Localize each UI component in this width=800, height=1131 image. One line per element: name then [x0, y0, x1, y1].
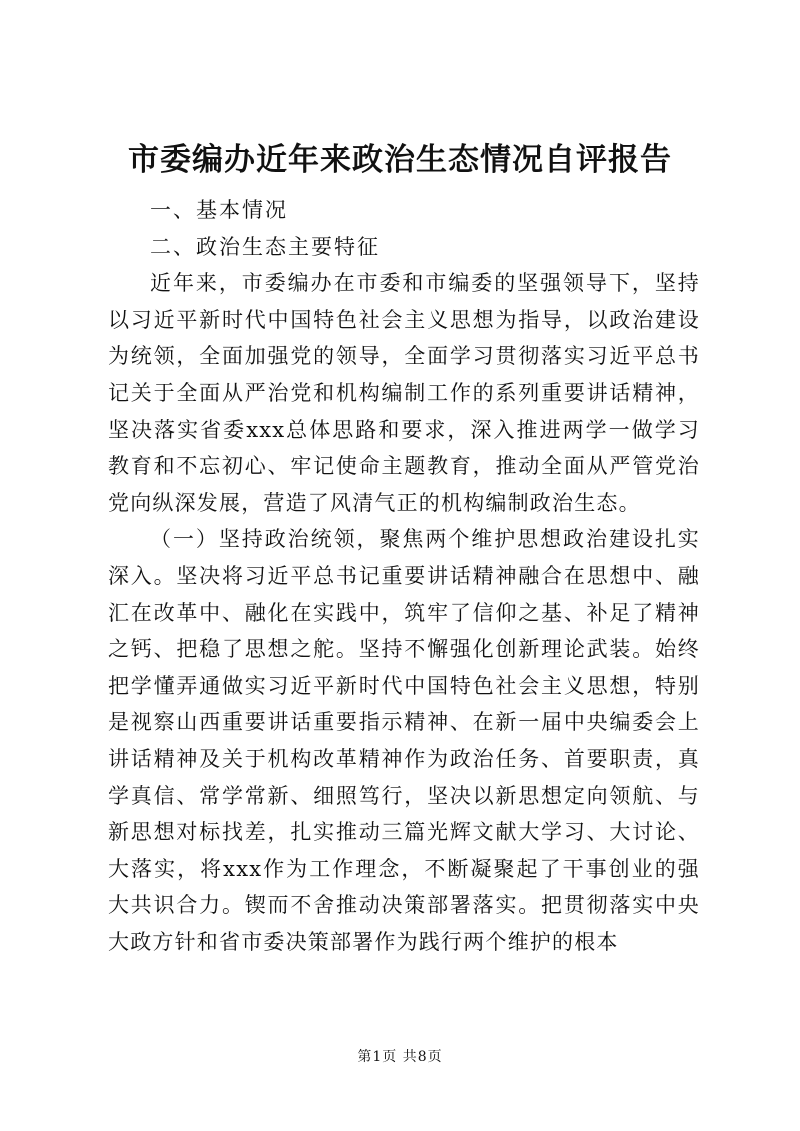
document-title: 市委编办近年来政治生态情况自评报告 — [128, 142, 672, 178]
page-footer: 第1页 共8页 — [357, 1049, 443, 1065]
section-heading-features: 二、政治生态主要特征 — [150, 234, 380, 259]
paragraph: （一）坚持政治统领，聚焦两个维护思想政治建设扎实深入。坚决将习近平总书记重要讲话精神融合在思想中、融汇在改革中、融化在实践中，筑牢了信仰之基、补足了精神之钙、把稳了思想之舵。坚持不懈强化创新理论武装。始终把学懂弄通做实习近平新时代中国特色社会主义思想，特别是视察山西重要讲话重要指示精神、在新一届中央编委会上讲话精神及关于机构改革精神作为政治任务、首要职责，真学真信、常学常新、细照笃行，坚决以新思想定向领航、与新思想对标找差，扎实推动三篇光辉文献大学习、大讨论、大落实，将xxx作为工作理念，不断凝聚起了干事创业的强大共识合力。锲而不舍推动决策部署落实。把贯彻落实中央大政方针和省市委决策部署作为践行两个维护的根本 — [108, 527, 700, 954]
paragraph: 近年来，市委编办在市委和市编委的坚强领导下，坚持以习近平新时代中国特色社会主义思想为指导，以政治建设为统领，全面加强党的领导，全面学习贯彻落实习近平总书记关于全面从严治党和机构编制工作的系列重要讲话精神，坚决落实省委xxx总体思路和要求，深入推进两学一做学习教育和不忘初心、牢记使命主题教育，推动全面从严管党治党向纵深发展，营造了风清气正的机构编制政治生态。 — [108, 271, 700, 515]
section-heading-basic: 一、基本情况 — [150, 198, 288, 222]
document-body — [108, 192, 700, 960]
